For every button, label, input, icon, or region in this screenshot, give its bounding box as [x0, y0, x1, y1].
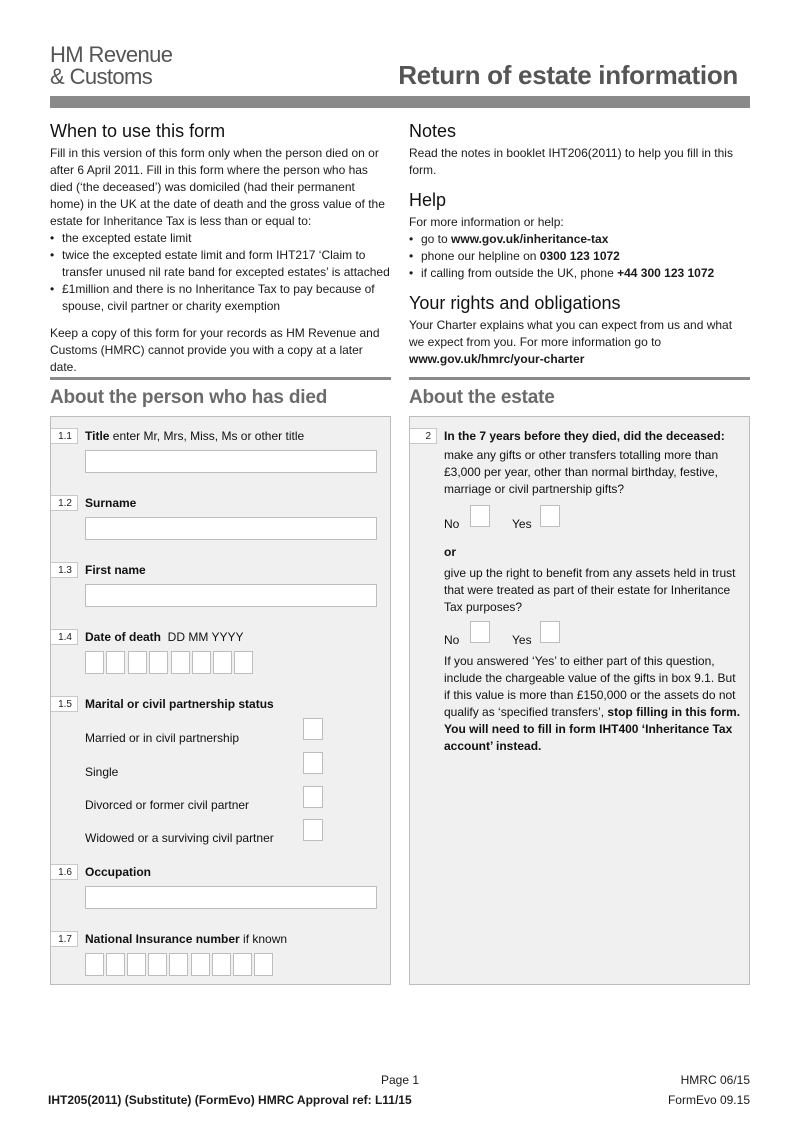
question-number: 1.2 — [51, 495, 78, 511]
person-section-heading: About the person who has died — [50, 387, 328, 408]
help-bullet-text: go to — [421, 232, 452, 246]
notes-text: Read the notes in booklet IHT206(2011) to help you fill in this form. — [409, 146, 733, 177]
when-to-use-section — [50, 120, 392, 376]
widowed-checkbox[interactable] — [303, 819, 323, 841]
occupation-label — [85, 864, 151, 880]
when-to-use-heading: When to use this form — [50, 121, 226, 141]
help-list — [409, 231, 744, 282]
header-rule — [50, 96, 750, 108]
hmrc-logo — [50, 44, 172, 88]
no-label: No — [444, 517, 460, 531]
ni-number-char-6[interactable] — [191, 953, 210, 976]
trust-no-checkbox[interactable] — [470, 621, 490, 643]
when-to-use-bullet: • £1million and there is no Inheritance Tax to pay because of spouse, civil partner or charity exemption — [50, 281, 392, 315]
ni-number-char-2[interactable] — [106, 953, 125, 976]
guidance-note-warning: stop filling in this form. You will need to fill in form IHT400 ‘Inheritance Tax account’ instead. — [444, 705, 741, 753]
help-intro: For more information or help: — [409, 215, 564, 229]
occupation-input[interactable] — [85, 886, 377, 909]
first-name-input[interactable] — [85, 584, 377, 607]
gifts-part-2-text: give up the right to benefit from any assets held in trust that were treated as part of their estate for Inheritance Tax purposes? — [444, 566, 736, 614]
question-number: 1.6 — [51, 864, 78, 880]
yes-label: Yes — [512, 517, 532, 531]
no-label: No — [444, 633, 460, 647]
title-label-text: Title — [85, 429, 110, 443]
first-name-label-text: First name — [85, 563, 146, 577]
marital-option-label: Divorced or former civil partner — [85, 798, 250, 812]
question-number: 1.7 — [51, 931, 78, 947]
date-year-digit-4[interactable] — [234, 651, 253, 674]
marital-option-label: Widowed or a surviving civil partner — [85, 831, 274, 845]
approval-text: (Substitute) (FormEvo) HMRC Approval ref: L11/15 — [121, 1093, 412, 1107]
gifts-part-1-text: make any gifts or other transfers totalling more than £3,000 per year, other than normal birthday, festive, marriage or civil partnership gifts? — [444, 448, 719, 496]
first-name-label — [85, 562, 146, 578]
question-number: 1.5 — [51, 696, 78, 712]
occupation-label-text: Occupation — [85, 865, 152, 879]
marital-option-label: Single — [85, 765, 119, 779]
estate-section-heading: About the estate — [409, 387, 555, 408]
ni-number-hint: if known — [239, 932, 288, 946]
date-of-death-label-text: Date of death — [85, 630, 162, 644]
charter-link[interactable]: www.gov.uk/hmrc/your-charter — [409, 352, 585, 366]
when-to-use-list — [50, 230, 392, 315]
help-heading: Help — [409, 190, 447, 210]
ni-number-char-3[interactable] — [127, 953, 146, 976]
inheritance-tax-link[interactable]: www.gov.uk/inheritance-tax — [451, 232, 609, 246]
help-bullet-text: if calling from outside the UK, phone — [421, 266, 618, 280]
helpline-number: 0300 123 1072 — [539, 249, 620, 263]
gifts-question-label — [444, 428, 744, 444]
help-bullet-overseas — [409, 265, 744, 282]
date-day-digit-2[interactable] — [106, 651, 125, 674]
keep-copy-text: Keep a copy of this form for your records as HM Revenue and Customs (HMRC) cannot provide you with a copy at a later date. — [50, 326, 380, 374]
question-number: 1.4 — [51, 629, 78, 645]
estate-panel — [409, 416, 750, 985]
date-year-digit-2[interactable] — [192, 651, 211, 674]
rights-body: Your Charter explains what you can expect from us and what we expect from you. For more information go to — [409, 318, 733, 349]
logo-line-1: HM Revenue — [50, 42, 173, 67]
question-number: 2 — [410, 428, 437, 444]
ni-number-char-9[interactable] — [254, 953, 273, 976]
notes-heading: Notes — [409, 121, 457, 141]
date-month-digit-1[interactable] — [128, 651, 147, 674]
or-label: or — [444, 545, 456, 559]
estate-section-rule — [409, 377, 750, 380]
ni-number-char-7[interactable] — [212, 953, 231, 976]
title-input[interactable] — [85, 450, 377, 473]
guidance-note-text: If you answered ‘Yes’ to either part of this question, include the chargeable value of the gifts in box 9.1. But if this value is more than £150,000 or the assets do not qualify as ‘specified transfers’, — [444, 654, 736, 719]
yes-label: Yes — [512, 633, 532, 647]
date-of-death-label — [85, 629, 243, 645]
ni-number-char-1[interactable] — [85, 953, 104, 976]
married-checkbox[interactable] — [303, 718, 323, 740]
help-bullet-text: phone our helpline on — [421, 249, 540, 263]
ni-number-char-5[interactable] — [169, 953, 188, 976]
gifts-no-checkbox[interactable] — [470, 505, 490, 527]
overseas-number: +44 300 123 1072 — [617, 266, 715, 280]
surname-label-text: Surname — [85, 496, 137, 510]
ni-number-char-8[interactable] — [233, 953, 252, 976]
ni-number-label-text: National Insurance number — [85, 932, 240, 946]
date-month-digit-2[interactable] — [149, 651, 168, 674]
date-format-hint: DD MM YYYY — [161, 630, 244, 644]
formevo-version: FormEvo 09.15 — [667, 1093, 750, 1107]
approval-reference — [48, 1093, 412, 1107]
marital-status-label — [85, 696, 274, 712]
gifts-question-text: In the 7 years before they died, did the deceased: — [444, 429, 725, 443]
surname-label — [85, 495, 136, 511]
title-label — [85, 428, 304, 444]
form-code: IHT205(2011) — [48, 1093, 122, 1107]
help-bullet-website — [409, 231, 744, 248]
person-section-rule — [50, 377, 391, 380]
surname-input[interactable] — [85, 517, 377, 540]
when-to-use-bullet: • twice the excepted estate limit and form IHT217 ‘Claim to transfer unused nil rate band for excepted estates’ is attached — [50, 247, 392, 281]
rights-heading: Your rights and obligations — [409, 293, 621, 313]
gifts-yes-checkbox[interactable] — [540, 505, 560, 527]
marital-option-label: Married or in civil partnership — [85, 731, 240, 745]
when-to-use-bullet: • the excepted estate limit — [50, 230, 392, 247]
person-panel — [50, 416, 391, 985]
title-hint: enter Mr, Mrs, Miss, Ms or other title — [109, 429, 305, 443]
form-title: Return of estate information — [398, 60, 738, 90]
hmrc-form-date: HMRC 06/15 — [680, 1073, 750, 1087]
trust-yes-checkbox[interactable] — [540, 621, 560, 643]
ni-number-label — [85, 931, 287, 947]
question-number: 1.1 — [51, 428, 78, 444]
gifts-guidance-note — [444, 653, 744, 755]
when-to-use-intro: Fill in this version of this form only when the person died on or after 6 April 2011. Fill in this form where the person who has died (‘the deceased’) was domiciled (had their permanent home) in the UK at the date of death and the gross value of the estate for Inheritance Tax is less than or equal to: — [50, 146, 385, 228]
notes-help-section — [409, 120, 744, 368]
marital-status-label-text: Marital or civil partnership status — [85, 697, 274, 711]
help-bullet-phone — [409, 248, 744, 265]
rights-text — [409, 317, 744, 368]
logo-line-2: & Customs — [50, 64, 153, 89]
single-checkbox[interactable] — [303, 752, 323, 774]
question-number: 1.3 — [51, 562, 78, 578]
ni-number-char-4[interactable] — [148, 953, 167, 976]
date-year-digit-1[interactable] — [171, 651, 190, 674]
date-year-digit-3[interactable] — [213, 651, 232, 674]
divorced-checkbox[interactable] — [303, 786, 323, 808]
page-number: Page 1 — [380, 1073, 420, 1087]
date-day-digit-1[interactable] — [85, 651, 104, 674]
